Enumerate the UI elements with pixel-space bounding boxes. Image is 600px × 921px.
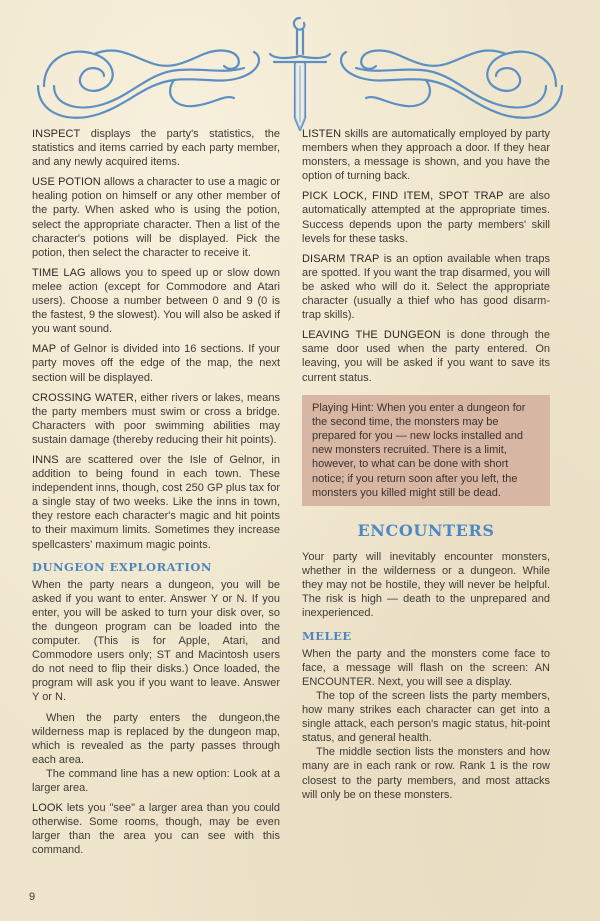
time-lag-paragraph (32, 266, 280, 336)
look-term: LOOK (32, 802, 63, 815)
look-paragraph (32, 801, 280, 857)
map-text: of Gelnor is divided into 16 sections. If your party moves off the edge of the map, the next section will be displayed. (32, 343, 280, 384)
inns-paragraph (32, 453, 280, 552)
time-lag-term: TIME LAG (32, 266, 86, 279)
look-text: lets you "see" a larger area than you could otherwise. Some rooms, though, may be even larger than the area you can see with this command. (32, 802, 280, 857)
leaving-dungeon-term: LEAVING THE DUNGEON (302, 329, 441, 342)
right-column (302, 127, 550, 802)
pick-lock-term: PICK LOCK, FIND ITEM, SPOT TRAP (302, 190, 504, 203)
melee-paragraph-1: When the party and the monsters come face to face, a message will flash on the screen: AN ENCOUNTER. Next, you will see a display. (302, 647, 550, 688)
leaving-dungeon-paragraph (302, 328, 550, 384)
dungeon-paragraph-2: When the party enters the dungeon,the wilderness map is replaced by the dungeon map, which is revealed as the party passes through each area. (32, 711, 280, 766)
leaving-dungeon-text: is done through the same door used when the party entered. On leaving, you will be asked if you want to save its current status. (302, 329, 550, 384)
use-potion-term: USE POTION (32, 176, 101, 189)
page-number: 9 (29, 891, 36, 903)
melee-paragraph-2: The top of the screen lists the party members, how many strikes each character can get into a single attack, each person's magic status, hit-point status, and general health. (302, 689, 550, 745)
disarm-trap-term: DISARM TRAP (302, 252, 380, 265)
listen-text: skills are automatically employed by party members when they approach a door. If they hear monsters, a message is shown, and you have the option of turning back. (302, 128, 550, 183)
celtic-sword-banner (24, 14, 576, 139)
crossing-water-paragraph (32, 391, 280, 447)
map-term: MAP (32, 343, 57, 356)
melee-heading: MELEE (302, 628, 352, 643)
time-lag-text: allows you to speed up or slow down melee action (except for Commodore and Atari users). Choose a number between 0 and 9 (0 is the fastest, 9 the slowest). You will also be asked if you want sound. (32, 266, 280, 336)
left-column (32, 127, 280, 864)
dungeon-exploration-heading: DUNGEON EXPLORATION (32, 559, 212, 574)
playing-hint-box (302, 395, 550, 506)
inns-term: INNS (32, 453, 59, 466)
encounters-paragraph: Your party will inevitably encounter monsters, whether in the wilderness or a dungeon. While they may not be hostile, they will never be helpful. The risk is high — death to the unprepared and inexperienced. (302, 551, 550, 620)
listen-paragraph (302, 127, 550, 183)
crossing-water-term: CROSSING WATER, (32, 391, 138, 404)
use-potion-paragraph (32, 175, 280, 260)
pick-lock-text: are also automatically attempted at the appropriate times. Success depends upon the party members' skill levels for these tasks. (302, 190, 550, 245)
playing-hint-text: Playing Hint: When you enter a dungeon for the second time, the monsters may be prepared for you — new locks installed and new monsters recruited. There is a limit, however, to what can be done with short notice; if you return soon after you left, the monsters you killed might still be dead. (312, 401, 526, 499)
inspect-text: displays the party's statistics, the statistics and items carried by each party member, and any newly acquired items. (32, 128, 280, 169)
melee-paragraph-3: The middle section lists the monsters and how many are in each rank or row. Rank 1 is the row closest to the party members, and most attacks will only be on these monsters. (302, 746, 550, 801)
encounters-heading: ENCOUNTERS (357, 521, 495, 541)
inns-text: are scattered over the Isle of Gelnor, in addition to being found in each town. These independent inns, though, cost 250 GP plus tax for a single stay of two weeks. Like the inns in town, they restore each character's magic and hit points to their maximum limits. Sometimes they increase spellcasters' maximum magic points. (32, 453, 280, 551)
map-paragraph (32, 342, 280, 384)
pick-lock-paragraph (302, 189, 550, 245)
inspect-paragraph (32, 127, 280, 169)
disarm-trap-paragraph (302, 252, 550, 322)
dungeon-paragraph-3: The command line has a new option: Look at a larger area. (32, 767, 280, 795)
use-potion-text: allows a character to use a magic or healing potion on himself or any other member of the party. When asked who is using the potion, select the appropriate character. Then a list of the character's potions will be displayed. Pick the potion, then select the character to receive it. (32, 176, 281, 259)
inspect-term: INSPECT (32, 128, 81, 140)
dungeon-paragraph-1: When the party nears a dungeon, you will be asked if you want to enter. Answer Y or N. If you enter, you will be asked to turn your disk over, so the dungeon program can be loaded into the computer. (This is for Apple, Atari, and Commodore users only; ST and Macintosh users do not need to flip their disks.) Once loaded, the program will ask you if you want to leave. Answer Y or N. (32, 578, 280, 704)
crossing-water-text: either rivers or lakes, means the party members must swim or cross a bridge. Characters with poor swimming abilities may sustain damage (thereby reducing their hit points). (32, 391, 281, 446)
disarm-trap-text: is an option available when traps are spotted. If you want the trap disarmed, you will be asked who will do it. Select the appropriate character (usually a thief who has good disarm-trap skills). (302, 252, 550, 322)
listen-term: LISTEN (302, 128, 342, 140)
